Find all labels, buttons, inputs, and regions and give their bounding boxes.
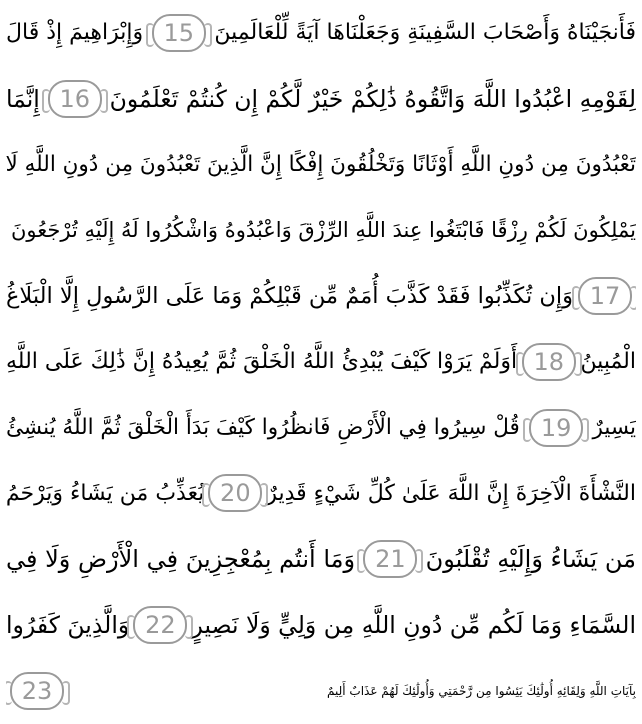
verse-text: الْمُبِينُ [580,349,636,375]
verse-text: يَمْلِكُونَ لَكُمْ رِزْقًا فَابْتَغُوا عِندَ اللَّهِ الرِّزْقَ وَاعْبُدُوهُ وَاشْكُرُوا لَهُ إِلَيْهِ تُرْجَعُونَ [11,218,636,243]
verse-line-7 [6,395,636,461]
ayah-number-marker: 19 [529,409,583,447]
verse-line-2 [6,66,636,132]
verse-line-3 [6,132,636,198]
verse-text: فَأَنجَيْنَاهُ وَأَصْحَابَ السَّفِينَةِ وَجَعَلْنَاهَا آيَةً لِّلْعَالَمِينَ [214,20,636,46]
ayah-number-marker: 17 [578,277,632,315]
verse-text: أَوَلَمْ يَرَوْا كَيْفَ يُبْدِئُ اللَّهُ الْخَلْقَ ثُمَّ يُعِيدُهُ إِنَّ ذَٰلِكَ عَلَى اللَّهِ [6,349,518,375]
verse-text: إِنَّمَا [6,84,40,113]
verse-text: قُلْ سِيرُوا فِي الْأَرْضِ فَانظُرُوا كَيْفَ بَدَأَ الْخَلْقَ ثُمَّ اللَّهُ يُنشِئُ [6,415,520,441]
verse-line-6 [6,329,636,395]
verse-text: وَإِن تُكَذِّبُوا فَقَدْ كَذَّبَ أُمَمٌ مِّن قَبْلِكُمْ وَمَا عَلَى الرَّسُولِ إِلَّا الْبَلَاغُ [6,283,574,310]
ayah-number-marker: 20 [208,474,262,512]
verse-line-5 [6,263,636,329]
verse-line-8 [6,461,636,527]
verse-text: وَمَا أَنتُم بِمُعْجِزِينَ فِي الْأَرْضِ وَلَا فِي [6,545,356,574]
verse-text: يُعَذِّبُ مَن يَشَاءُ وَيَرْحَمُ [6,480,205,506]
verse-text: مَن يَشَاءُ وَإِلَيْهِ تُقْلَبُونَ [425,545,636,574]
verse-text: تَعْبُدُونَ مِن دُونِ اللَّهِ أَوْثَانًا وَتَخْلُقُونَ إِفْكًا إِنَّ الَّذِينَ تَعْبُدُونَ مِن دُونِ اللَّهِ لَا [6,151,636,177]
ayah-number-marker: 16 [48,80,102,118]
verse-line-4 [6,197,636,263]
verse-line-10 [6,592,636,658]
verse-text: بِآيَاتِ اللَّهِ وَلِقَائِهِ أُولَٰئِكَ يَئِسُوا مِن رَّحْمَتِي وَأُولَٰئِكَ لَهُمْ عَذَابٌ أَلِيمٌ [326,683,636,698]
verse-text: لِقَوْمِهِ اعْبُدُوا اللَّهَ وَاتَّقُوهُ ذَٰلِكُمْ خَيْرٌ لَّكُمْ إِن كُنتُمْ تَعْلَمُونَ [109,84,636,113]
verse-text: وَإِبْرَاهِيمَ إِذْ قَالَ [6,20,144,46]
ayah-number-marker: 18 [522,343,576,381]
ayah-number-marker: 23 [10,672,64,710]
verse-text: وَالَّذِينَ كَفَرُوا [6,611,130,640]
verse-line-9 [6,526,636,592]
ayah-number-marker: 15 [152,14,206,52]
verse-line-11 [6,658,636,724]
ayah-number-marker: 21 [363,540,417,578]
verse-text: يَسِيرٌ [592,415,636,441]
ayah-number-marker: 22 [133,606,187,644]
verse-text: النَّشْأَةَ الْآخِرَةَ إِنَّ اللَّهَ عَلَىٰ كُلِّ شَيْءٍ قَدِيرٌ [266,480,636,506]
verse-text: السَّمَاءِ وَمَا لَكُم مِّن دُونِ اللَّهِ مِن وَلِيٍّ وَلَا نَصِيرٍ [191,611,636,640]
verse-line-1 [6,0,636,66]
